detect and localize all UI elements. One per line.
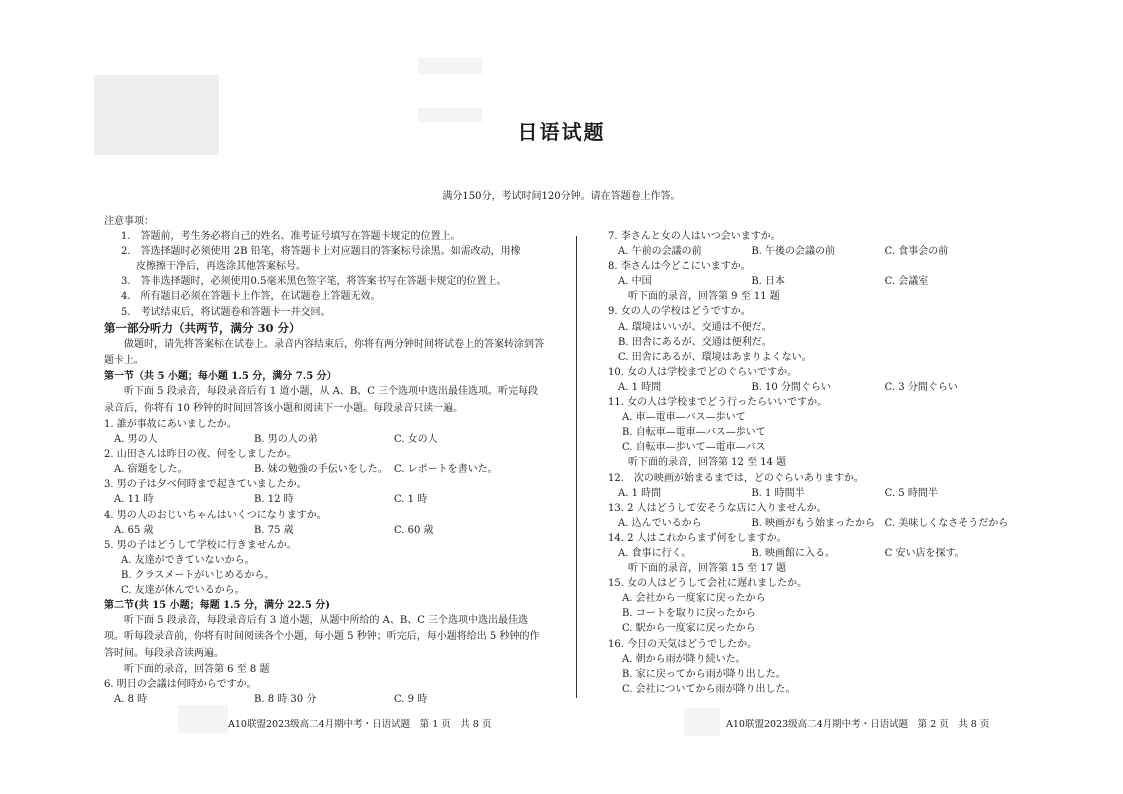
section2-intro: 听下面 5 段录音，每段录音后有 3 道小题，从题中所给的 A、B、C 三个选项中选出最佳选项。听每段录音前，你将有时间阅读各个小题，每小题 5 秒钟；听完后，每小题将给出 5 秒钟的作答时间。每段录音读两遍。 — [104, 615, 540, 659]
option-b: B. 日本 — [751, 276, 786, 288]
options-row — [608, 244, 1018, 259]
option-c: C. 5 時間半 — [884, 487, 938, 499]
option-a: A. 11 時 — [114, 494, 154, 506]
options-row — [608, 486, 1018, 501]
section1-intro: 听下面 5 段录音，每段录音后有 1 道小题，从 A、B、C 三个选项中选出最佳选项。听完每段录音后，你将有 10 秒钟的时间回答该小题和阅读下一小题。每段录音只读一遍。 — [104, 386, 539, 414]
option-c: C. 9 時 — [394, 694, 428, 706]
group-instruction: 听下面的录音，回答第 12 至 14 题 — [628, 457, 787, 469]
option-b: B. 8 時 30 分 — [254, 694, 317, 706]
option-b: B. 映画がもう始まったから — [751, 517, 876, 529]
option-c: C. 会議室 — [884, 276, 929, 288]
scan-smudge — [684, 708, 720, 736]
option-c: C. 駅から一度家に戻ったから — [622, 623, 756, 635]
option-b: B. 自転車—電車—バス—歩いて — [622, 427, 766, 439]
option-a: A. 込んでいるから — [618, 517, 702, 529]
option-c: C 安い店を探す。 — [884, 547, 965, 559]
option-b: B. 男の人の弟 — [254, 434, 318, 446]
question-stem: 6. 明日の会議は何時からですか。 — [104, 679, 257, 691]
note-item: 4. 所有题目必须在答题卡上作答，在试题卷上答题无效。 — [121, 291, 381, 303]
option-b: B. 12 時 — [254, 494, 294, 506]
question-stem: 7. 李さんと女の人はいつ会いますか。 — [608, 231, 781, 242]
part1-heading: 第一部分听力（共两节，满分 30 分） — [104, 320, 301, 335]
question-stem: 5. 男の子はどうして学校に行きませんか。 — [104, 539, 297, 551]
option-a: A. 会社から一度家に戻ったから — [622, 593, 766, 605]
options-row — [608, 380, 1018, 395]
scan-smudge — [418, 58, 482, 74]
scan-smudge — [178, 705, 228, 733]
option-c: C. 会社についてから雨が降り出した。 — [622, 683, 796, 695]
option-b: B. 75 歳 — [254, 524, 294, 536]
note-item: 2. 答选择题时必须使用 2B 铅笔，将答题卡上对应题目的答案标号涂黑。如需改动，用橡 — [121, 246, 521, 258]
group-instruction: 听下面的录音，回答第 6 至 8 题 — [124, 664, 270, 676]
question-stem: 4. 男の人のおじいちゃんはいくつになりますか。 — [104, 509, 327, 521]
option-c: C. 食事会の前 — [884, 246, 949, 258]
options-row — [104, 492, 544, 507]
question-stem: 1. 誰が事故にあいましたか。 — [104, 418, 237, 430]
option-b: B. 1 時間半 — [751, 487, 805, 499]
section1-heading: 第一节（共 5 小题；每小题 1.5 分，满分 7.5 分） — [104, 371, 337, 383]
option-a: A. 男の人 — [114, 434, 158, 446]
question-stem: 14. 2 人はこれからまず何をしますか。 — [608, 532, 787, 544]
option-b: B. 妹の勉強の手伝いをした。 — [254, 464, 388, 476]
option-a: A. 食事に行く。 — [618, 547, 692, 559]
question-stem: 10. 女の人は学校までどのぐらいですか。 — [608, 366, 798, 378]
option-b: B. 田舎にあるが、交通は便利だ。 — [618, 336, 772, 348]
options-row — [608, 274, 1018, 289]
options-row — [608, 546, 1018, 561]
option-c: C. 女の人 — [394, 434, 438, 446]
option-a: A. 1 時間 — [618, 487, 662, 499]
options-row — [104, 462, 544, 477]
option-b: B. コートを取りに戻ったから — [622, 608, 756, 620]
options-row — [104, 523, 544, 538]
note-item: 5. 考试结束后，将试题卷和答题卡一并交回。 — [121, 306, 331, 318]
group-instruction: 听下面的录音，回答第 9 至 11 题 — [628, 291, 780, 303]
option-a: A. 環境はいいが、交通は不便だ。 — [618, 321, 772, 333]
footer-right: A10联盟2023级高二4月期中考・日语试题 第 2 页 共 8 页 — [726, 719, 990, 730]
option-a: A. 中国 — [618, 276, 652, 288]
option-b: B. 映画館に入る。 — [751, 547, 836, 559]
option-a: A. 午前の会議の前 — [618, 246, 702, 258]
option-a: A. 車—電車—バス—歩いて — [622, 412, 746, 424]
option-c: C. 3 分間ぐらい — [884, 381, 958, 393]
options-row — [104, 692, 544, 707]
option-a: A. 1 時間 — [618, 381, 662, 393]
option-c: C. 友達が休んでいるから。 — [121, 584, 245, 596]
right-column — [608, 229, 1018, 697]
section2-heading: 第二节(共 15 小题；每题 1.5 分，满分 22.5 分) — [104, 600, 331, 612]
option-a: A. 65 歳 — [114, 524, 154, 536]
option-c: C. 田舎にあるが、環境はあまりよくない。 — [618, 351, 812, 363]
group-instruction: 听下面的录音，回答第 15 至 17 题 — [628, 563, 787, 575]
question-stem: 8. 李さんは今どこにいますか。 — [608, 261, 751, 273]
option-b: B. クラスメートがいじめるから。 — [121, 569, 275, 581]
question-stem: 3. 男の子は夕べ何時まで起きていましたか。 — [104, 479, 307, 491]
exam-title: 日语试题 — [517, 120, 606, 144]
option-b: B. 家に戻ってから雨が降り出した。 — [622, 668, 786, 680]
option-a: A. 宿題をした。 — [114, 464, 188, 476]
option-c: C. 60 歳 — [394, 524, 434, 536]
note-item: 3. 答非选择题时，必须使用0.5毫米黑色签字笔，将答案书写在答题卡规定的位置上。 — [121, 276, 507, 288]
option-c: C. 1 時 — [394, 494, 428, 506]
options-row — [608, 516, 1018, 531]
question-stem: 9. 女の人の学校はどうですか。 — [608, 306, 751, 318]
left-column — [104, 214, 544, 707]
footer-left: A10联盟2023级高二4月期中考・日语试题 第 1 页 共 8 页 — [228, 719, 492, 730]
option-b: B. 午後の会議の前 — [751, 246, 836, 258]
question-stem: 11. 女の人は学校までどう行ったらいいですか。 — [608, 397, 828, 409]
option-c: C. 美味しくなさそうだから — [884, 517, 1009, 529]
note-item: 1. 答题前，考生务必将自己的姓名、准考证号填写在答题卡规定的位置上。 — [121, 231, 461, 243]
part1-intro: 做题时，请先将答案标在试卷上。录音内容结束后，你将有两分钟时间将试卷上的答案转涂到答题卡上。 — [104, 338, 544, 366]
option-a: A. 8 時 — [114, 694, 148, 706]
option-a: A. 朝から雨が降り続いた。 — [622, 653, 746, 665]
question-stem: 12. 次の映画が始まるまでは，どのぐらいありますか。 — [608, 472, 864, 484]
options-row — [104, 432, 544, 447]
question-stem: 13. 2 人はどうして安そうな店に入りませんか。 — [608, 502, 827, 514]
option-c: C. 自転車—歩いて—電車—バス — [622, 442, 766, 454]
option-b: B. 10 分間ぐらい — [751, 381, 831, 393]
question-stem: 16. 今日の天気はどうでしたか。 — [608, 638, 758, 650]
note-item: 皮擦擦干净后，再选涂其他答案标号。 — [136, 261, 306, 273]
notes-heading: 注意事项： — [104, 216, 154, 227]
option-a: A. 友達ができていないから。 — [121, 554, 255, 566]
question-stem: 2. 山田さんは昨日の夜、何をしましたか。 — [104, 449, 297, 461]
option-c: C. レポートを書いた。 — [394, 464, 498, 476]
exam-subtitle: 满分150分，考试时间120分钟。请在答题卷上作答。 — [442, 191, 681, 202]
question-stem: 15. 女の人はどうして会社に遅れましたか。 — [608, 578, 808, 590]
column-divider — [576, 236, 577, 698]
